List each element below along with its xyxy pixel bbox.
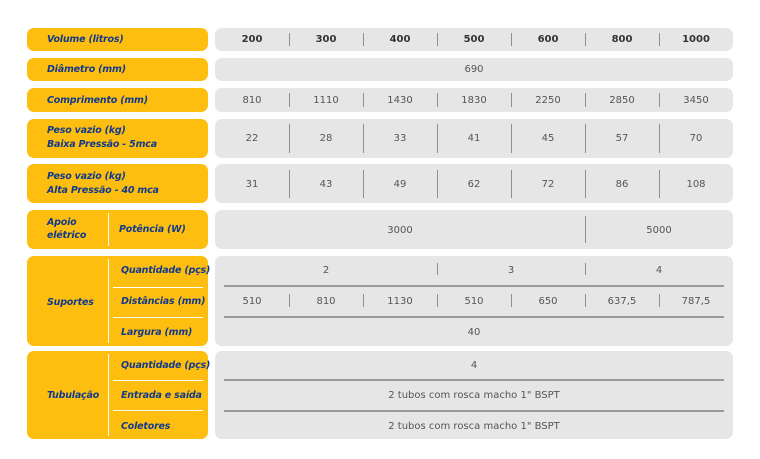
suportes-largura-label: Largura (mm) [121, 327, 193, 338]
apoio-value: 3000 [387, 225, 413, 236]
tubulacao-row-divider [113, 380, 203, 381]
column-divider [659, 93, 660, 107]
peso-baixa-value: 28 [319, 133, 333, 144]
peso-alta-value: 31 [245, 179, 259, 190]
column-divider [585, 33, 586, 46]
peso-alta-value: 72 [541, 179, 555, 190]
tubulacao-quantidade-label: Quantidade (pçs) [121, 360, 211, 371]
column-divider [289, 124, 290, 153]
apoio-potencia-label: Potência (W) [119, 224, 186, 235]
tubulacao-coletores-label: Coletores [121, 421, 171, 432]
tubulacao-row-separator [224, 379, 724, 381]
volume-value: 500 [463, 34, 485, 45]
column-divider [363, 124, 364, 153]
tubulacao-entrada-label: Entrada e saída [121, 390, 202, 401]
comprimento-value: 2250 [535, 95, 561, 106]
column-divider [511, 294, 512, 307]
column-divider [289, 93, 290, 107]
suportes-distancia-value: 650 [538, 296, 558, 307]
column-divider [511, 93, 512, 107]
volume-label: Volume (litros) [47, 34, 124, 45]
suportes-distancias-label: Distâncias (mm) [121, 296, 206, 307]
column-divider [511, 33, 512, 46]
suportes-quantidade-value: 3 [507, 265, 515, 276]
column-divider [363, 294, 364, 307]
column-divider [437, 263, 438, 275]
comprimento-value: 2850 [609, 95, 635, 106]
column-divider [437, 294, 438, 307]
column-divider [659, 294, 660, 307]
volume-value: 1000 [682, 34, 710, 45]
suportes-distancia-value: 810 [316, 296, 336, 307]
suportes-largura-value: 40 [467, 327, 481, 338]
suportes-row-divider [113, 287, 203, 288]
volume-value: 600 [537, 34, 559, 45]
peso-alta-label-line2: Alta Pressão - 40 mca [47, 185, 159, 196]
column-divider [289, 170, 290, 198]
suportes-row-separator [224, 285, 724, 287]
column-divider [289, 33, 290, 46]
suportes-quantidade-value: 2 [322, 265, 330, 276]
comprimento-value: 3450 [683, 95, 709, 106]
column-divider [363, 170, 364, 198]
column-divider [437, 124, 438, 153]
comprimento-value: 1430 [387, 95, 413, 106]
peso-baixa-value: 70 [689, 133, 703, 144]
peso-alta-value: 86 [615, 179, 629, 190]
column-divider [289, 294, 290, 307]
volume-value: 800 [611, 34, 633, 45]
peso-baixa-label-line1: Peso vazio (kg) [47, 125, 126, 136]
peso-baixa-value: 57 [615, 133, 629, 144]
tubulacao-row-divider [113, 410, 203, 411]
suportes-distancia-value: 637,5 [607, 296, 637, 307]
column-divider [659, 124, 660, 153]
suportes-label: Suportes [47, 297, 94, 308]
tubulacao-divider [108, 354, 109, 436]
comprimento-value: 810 [242, 95, 262, 106]
column-divider [437, 170, 438, 198]
column-divider [511, 124, 512, 153]
suportes-quantidade-label: Quantidade (pçs) [121, 265, 211, 276]
peso-baixa-value: 33 [393, 133, 407, 144]
comprimento-label: Comprimento (mm) [47, 95, 148, 106]
tubulacao-label: Tubulação [47, 390, 100, 401]
apoio-label: Apoio elétrico [47, 217, 87, 241]
apoio-value: 5000 [646, 225, 672, 236]
suportes-distancia-value: 510 [464, 296, 484, 307]
suportes-row-divider [113, 317, 203, 318]
column-divider [585, 124, 586, 153]
apoio-divider [108, 213, 109, 246]
tubulacao-coletores-value: 2 tubos com rosca macho 1" BSPT [388, 421, 560, 432]
suportes-divider [108, 259, 109, 343]
suportes-row-separator [224, 316, 724, 318]
peso-alta-value: 43 [319, 179, 333, 190]
peso-alta-value: 108 [686, 179, 706, 190]
suportes-distancia-value: 1130 [387, 296, 413, 307]
column-divider [585, 294, 586, 307]
peso-baixa-value: 22 [245, 133, 259, 144]
peso-alta-value: 49 [393, 179, 407, 190]
column-divider [511, 170, 512, 198]
column-divider [437, 93, 438, 107]
tubulacao-entrada-value: 2 tubos com rosca macho 1" BSPT [388, 390, 560, 401]
column-divider [585, 216, 586, 243]
peso-alta-value: 62 [467, 179, 481, 190]
column-divider [437, 33, 438, 46]
diametro-label: Diâmetro (mm) [47, 64, 126, 75]
comprimento-value: 1110 [313, 95, 339, 106]
volume-value: 400 [389, 34, 411, 45]
column-divider [363, 93, 364, 107]
comprimento-value: 1830 [461, 95, 487, 106]
column-divider [659, 33, 660, 46]
suportes-distancia-value: 510 [242, 296, 262, 307]
column-divider [363, 33, 364, 46]
peso-baixa-label-line2: Baixa Pressão - 5mca [47, 139, 157, 150]
diametro-value: 690 [464, 64, 484, 75]
suportes-quantidade-value: 4 [655, 265, 663, 276]
suportes-distancia-value: 787,5 [681, 296, 711, 307]
column-divider [585, 170, 586, 198]
tubulacao-quantidade-value: 4 [470, 360, 478, 371]
peso-baixa-value: 41 [467, 133, 481, 144]
volume-value: 200 [241, 34, 263, 45]
column-divider [659, 170, 660, 198]
column-divider [585, 93, 586, 107]
tubulacao-row-separator [224, 410, 724, 412]
volume-value: 300 [315, 34, 337, 45]
peso-baixa-value: 45 [541, 133, 555, 144]
column-divider [585, 263, 586, 275]
peso-alta-label-line1: Peso vazio (kg) [47, 171, 126, 182]
